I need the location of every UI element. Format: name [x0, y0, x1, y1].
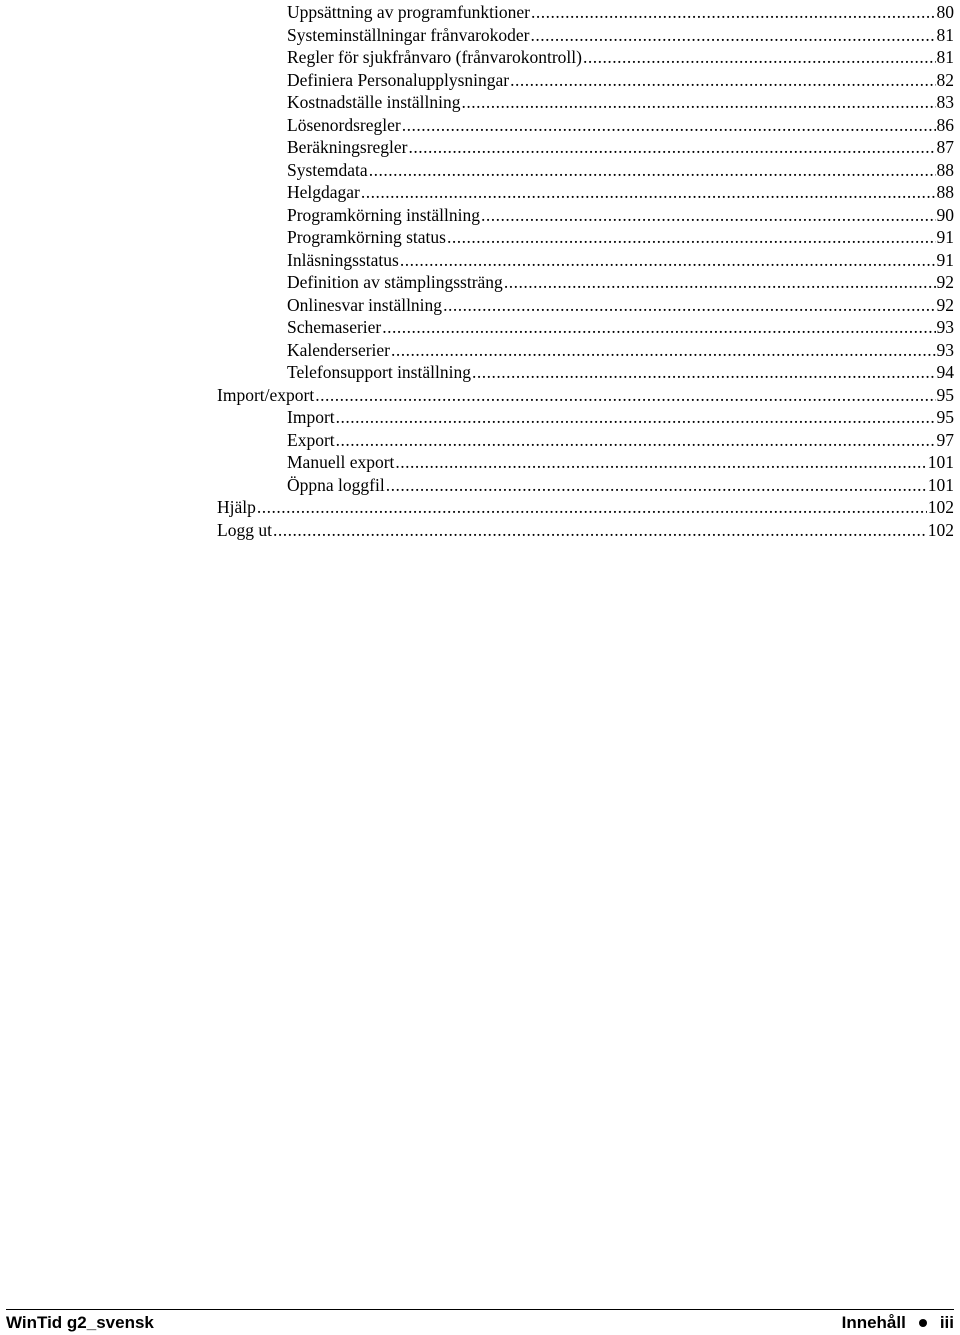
- toc-entry-title: Kostnadställe inställning: [287, 92, 461, 112]
- toc-entry[interactable]: [217, 383, 954, 405]
- toc-entry-page: 81: [936, 47, 954, 67]
- footer-document-title: WinTid g2_svensk: [6, 1313, 154, 1332]
- bullet-icon: [919, 1319, 927, 1327]
- toc-entry[interactable]: [217, 518, 954, 540]
- toc-entry[interactable]: [287, 405, 954, 427]
- toc-dot-leader: [336, 430, 936, 450]
- toc-entry-title: Definition av stämplingssträng: [287, 272, 503, 292]
- toc-entry-page: 83: [936, 92, 954, 112]
- footer-right-group: [842, 1313, 954, 1333]
- toc-entry-title: Definiera Personalupplysningar: [287, 69, 510, 90]
- toc-entry-page: 88: [936, 159, 954, 180]
- toc-dot-leader: [315, 385, 935, 405]
- toc-dot-leader: [273, 520, 927, 540]
- footer-page-number: iii: [939, 1313, 954, 1332]
- toc-dot-leader: [504, 272, 936, 292]
- toc-entry[interactable]: [287, 248, 954, 270]
- toc-entry-title: Inläsningsstatus: [287, 249, 399, 270]
- toc-dot-leader: [462, 92, 936, 112]
- toc-entry-page: 102: [927, 497, 954, 517]
- toc-entry-page: 91: [936, 227, 954, 247]
- toc-entry-title: Systeminställningar frånvarokoder: [287, 24, 530, 45]
- toc-entry[interactable]: [287, 0, 954, 22]
- toc-entry[interactable]: [287, 338, 954, 360]
- toc-dot-leader: [336, 407, 936, 427]
- toc-entry[interactable]: [287, 428, 954, 450]
- toc-entry-title: Manuell export: [287, 452, 395, 472]
- toc-entry-page: 88: [936, 182, 954, 202]
- toc-dot-leader: [257, 497, 927, 517]
- toc-dot-leader: [481, 205, 936, 225]
- toc-entry-page: 95: [936, 407, 954, 427]
- toc-entry-title: Öppna loggfil: [287, 474, 385, 495]
- toc-dot-leader: [386, 475, 927, 495]
- toc-entry[interactable]: [287, 180, 954, 202]
- toc-dot-leader: [472, 362, 936, 382]
- toc-entry-page: 102: [927, 519, 954, 540]
- toc-entry-page: 92: [936, 272, 954, 292]
- toc-entry-title: Beräkningsregler: [287, 137, 408, 157]
- toc-dot-leader: [402, 115, 936, 135]
- toc-entry[interactable]: [287, 113, 954, 135]
- toc-dot-leader: [409, 137, 936, 157]
- toc-entry-page: 93: [936, 317, 954, 337]
- toc-entry-page: 81: [936, 24, 954, 45]
- toc-dot-leader: [531, 2, 935, 22]
- footer-divider: [6, 1309, 954, 1310]
- toc-entry-title: Programkörning inställning: [287, 204, 480, 225]
- toc-entry[interactable]: [287, 315, 954, 337]
- toc-entry-title: Onlinesvar inställning: [287, 294, 443, 315]
- toc-entry-title: Regler för sjukfrånvaro (frånvarokontroll): [287, 47, 582, 67]
- toc-dot-leader: [447, 227, 936, 247]
- toc-entry-page: 94: [936, 362, 954, 382]
- toc-entry-page: 87: [936, 137, 954, 157]
- toc-entry[interactable]: [287, 158, 954, 180]
- toc-entry-title: Import/export: [217, 384, 315, 405]
- toc-entry[interactable]: [287, 68, 954, 90]
- toc-dot-leader: [531, 25, 936, 45]
- toc-entry[interactable]: [287, 45, 954, 67]
- toc-dot-leader: [361, 182, 936, 202]
- toc-entry-title: Hjälp: [217, 497, 256, 517]
- toc-entry-page: 95: [936, 384, 954, 405]
- toc-entry-page: 93: [936, 339, 954, 360]
- toc-entry-title: Export: [287, 429, 335, 450]
- toc-entry-page: 82: [936, 69, 954, 90]
- toc-entry[interactable]: [287, 23, 954, 45]
- toc-entry-title: Helgdagar: [287, 182, 360, 202]
- footer-section-name: Innehåll: [841, 1313, 906, 1332]
- toc-entry[interactable]: [287, 90, 954, 112]
- toc-dot-leader: [382, 317, 935, 337]
- toc-entry-page: 86: [936, 114, 954, 135]
- toc-dot-leader: [369, 160, 936, 180]
- toc-entry-title: Systemdata: [287, 159, 368, 180]
- toc-entry[interactable]: [287, 473, 954, 495]
- toc-dot-leader: [510, 70, 935, 90]
- toc-entry-title: Lösenordsregler: [287, 114, 401, 135]
- toc-entry-title: Schemaserier: [287, 317, 382, 337]
- toc-entry-title: Logg ut: [217, 519, 272, 540]
- page-footer: [6, 1313, 954, 1333]
- toc-entry[interactable]: [287, 270, 954, 292]
- toc-entry-page: 101: [927, 452, 954, 472]
- toc-entry-title: Programkörning status: [287, 227, 446, 247]
- toc-entry-page: 92: [936, 294, 954, 315]
- toc-dot-leader: [583, 47, 936, 67]
- toc-dot-leader: [400, 250, 936, 270]
- toc-entry-title: Uppsättning av programfunktioner: [287, 2, 531, 22]
- toc-entry-page: 101: [927, 474, 954, 495]
- toc-entry-page: 91: [936, 249, 954, 270]
- toc-entry-title: Import: [287, 407, 335, 427]
- toc-dot-leader: [391, 340, 936, 360]
- toc-dot-leader: [443, 295, 935, 315]
- toc-dot-leader: [395, 452, 926, 472]
- toc-entry-title: Telefonsupport inställning: [287, 362, 471, 382]
- toc-entry-page: 97: [936, 429, 954, 450]
- toc-entry-page: 90: [936, 204, 954, 225]
- toc-entry[interactable]: [287, 203, 954, 225]
- toc-entry[interactable]: [287, 225, 954, 247]
- toc-entry[interactable]: [287, 293, 954, 315]
- toc-entry[interactable]: [287, 135, 954, 157]
- toc-entry[interactable]: [287, 360, 954, 382]
- toc-entry[interactable]: [217, 495, 954, 517]
- toc-entry-page: 80: [936, 2, 954, 22]
- toc-entry-title: Kalenderserier: [287, 339, 390, 360]
- toc-entry[interactable]: [287, 450, 954, 472]
